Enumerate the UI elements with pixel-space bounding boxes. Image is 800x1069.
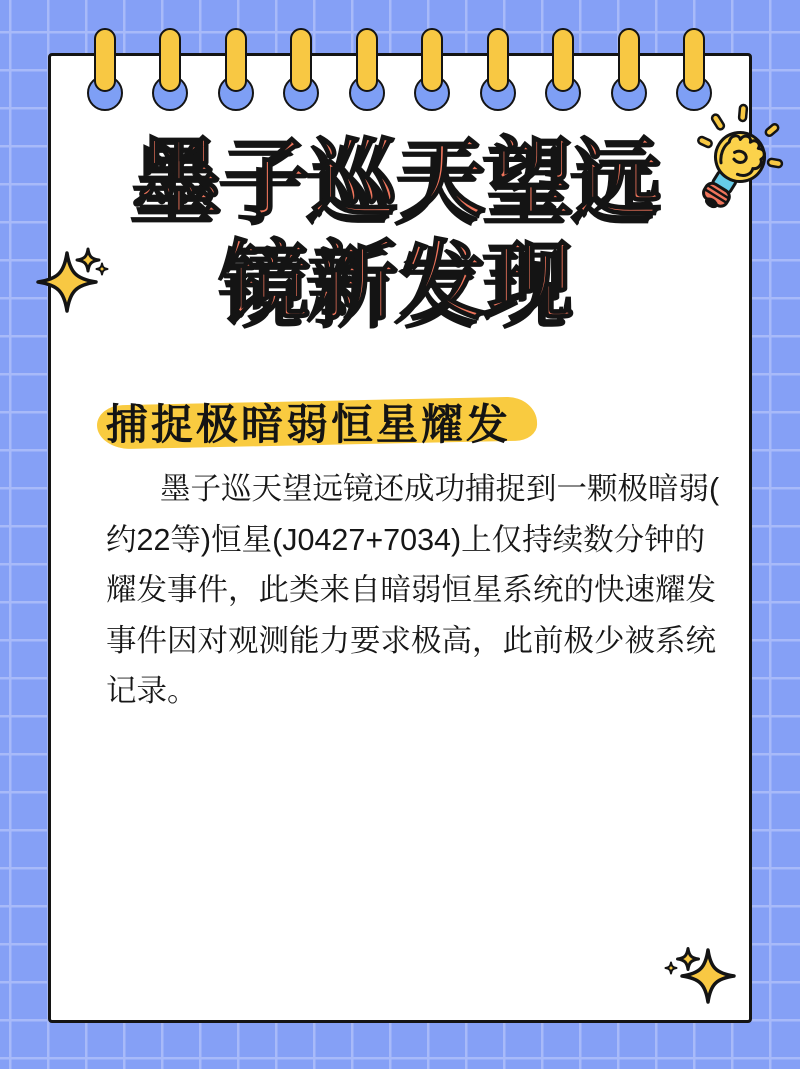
binder-ring [421, 28, 443, 112]
binder-pin-icon [159, 28, 181, 92]
section-heading [106, 392, 511, 452]
binder-pin-icon [552, 28, 574, 92]
binder [94, 28, 705, 112]
title-line-2: 镜新发现 [224, 234, 576, 330]
binder-pin-icon [225, 28, 247, 92]
title-line-1: 墨子巡天望远 [136, 131, 664, 227]
binder-ring [356, 28, 378, 112]
body-line: 耀发事件，此类来自暗弱恒星系统的快速耀发 [106, 573, 716, 607]
binder-ring [487, 28, 509, 112]
binder-ring [225, 28, 247, 112]
body-line: 记录。 [106, 674, 198, 708]
sparkle-stars-left-icon [28, 233, 118, 328]
binder-pin-icon [487, 28, 509, 92]
section-heading-text: 捕捉极暗弱恒星耀发 [106, 401, 512, 448]
lightbulb-icon [682, 98, 797, 218]
page-title [48, 128, 752, 334]
sparkle-stars-right-icon [650, 938, 750, 1013]
binder-pin-icon [683, 28, 705, 92]
binder-ring [552, 28, 574, 112]
body-paragraph [106, 464, 724, 717]
body-line: 约22等)恒星(J0427+7034)上仅持续数分钟的 [106, 522, 706, 557]
binder-ring [618, 28, 640, 112]
binder-pin-icon [421, 28, 443, 92]
body-line: 墨子巡天望远镜还成功捕捉到一颗极暗弱( [160, 472, 720, 506]
binder-pin-icon [290, 28, 312, 92]
binder-ring [290, 28, 312, 112]
binder-ring [159, 28, 181, 112]
binder-pin-icon [618, 28, 640, 92]
binder-ring [94, 28, 116, 112]
body-line: 事件因对观测能力要求极高，此前极少被系统 [106, 623, 716, 658]
binder-pin-icon [94, 28, 116, 92]
binder-pin-icon [356, 28, 378, 92]
